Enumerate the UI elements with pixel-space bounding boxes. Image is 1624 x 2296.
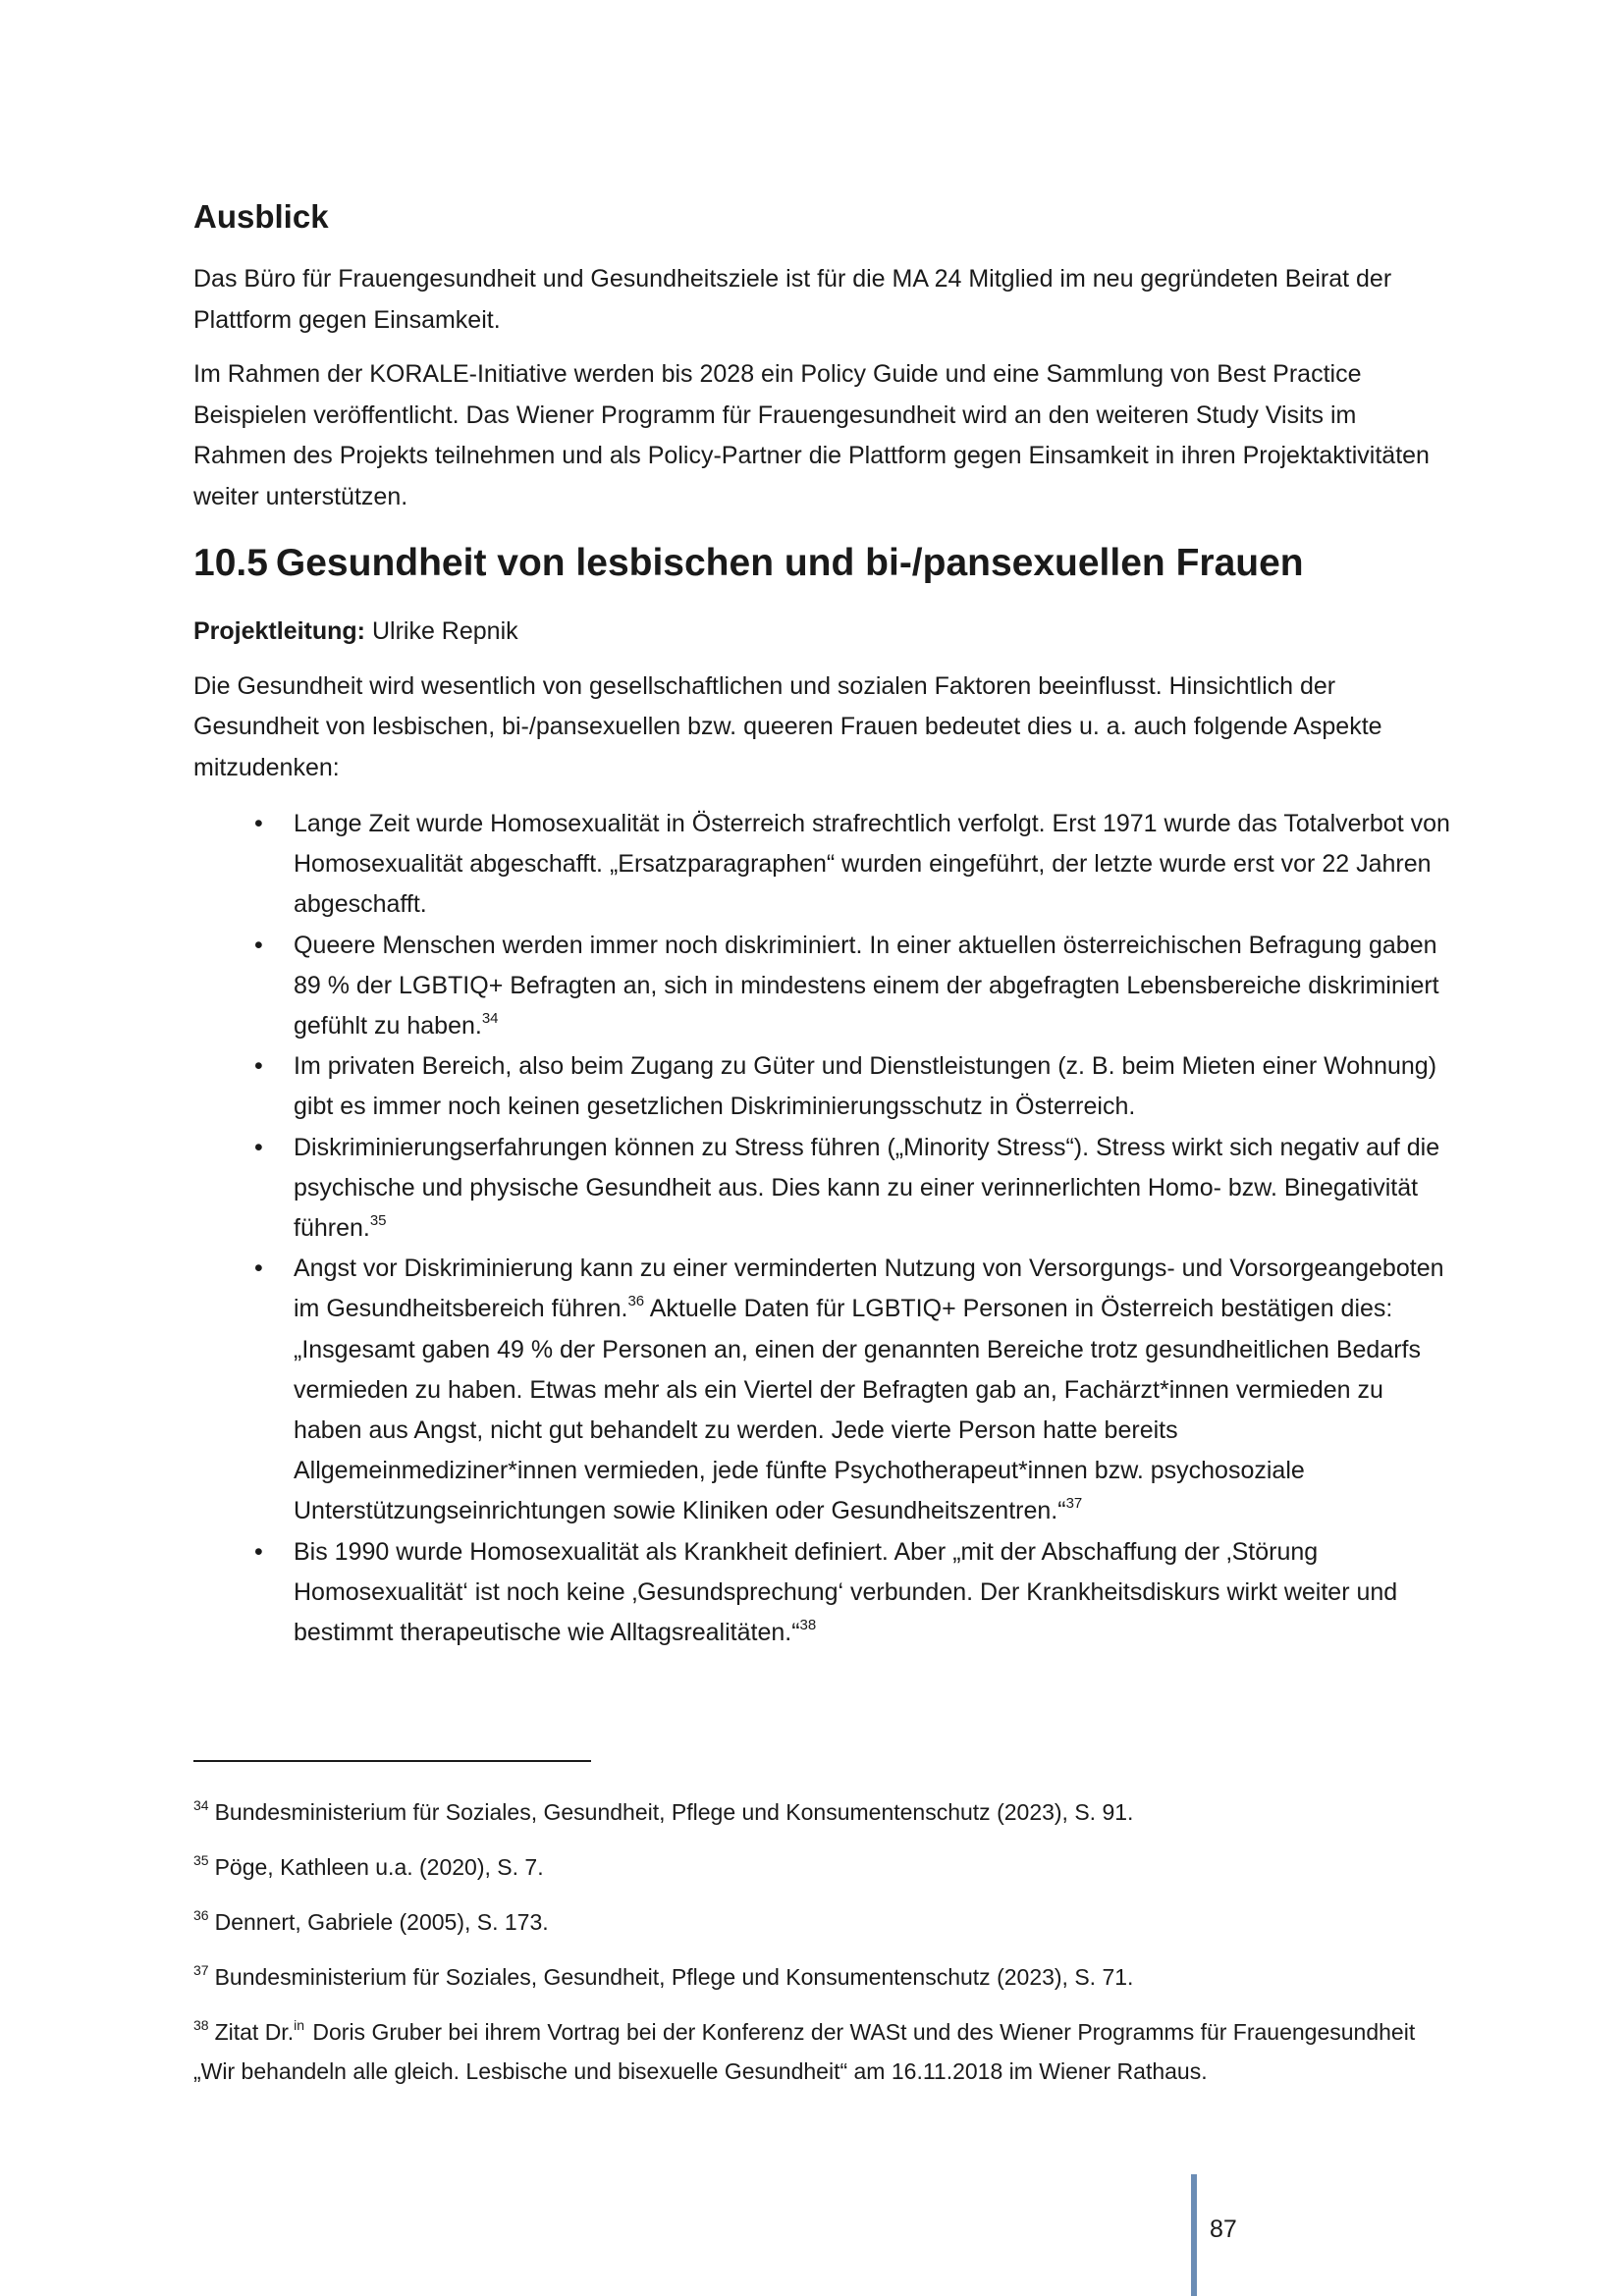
bullet-icon: • — [254, 931, 263, 959]
footnote — [193, 1902, 1450, 1942]
footnote-ref[interactable]: 34 — [481, 1010, 499, 1028]
section-intro: Die Gesundheit wird wesentlich von gesellschaftlichen und sozialen Faktoren beeinflusst. Hinsichtlich der Gesundheit von lesbischen, bi-/pansexuellen bzw. queeren Frauen bedeutet dies u. a. auch folgende Aspekte mitzudenken: — [193, 671, 1382, 781]
footnote-text: Bundesministerium für Soziales, Gesundheit, Pflege und Konsumentenschutz (2023), S. 91. — [214, 1799, 1134, 1825]
footer-bar — [1191, 2174, 1197, 2296]
section-heading — [193, 537, 1450, 590]
bullet-icon: • — [254, 1052, 263, 1081]
aspects-list — [193, 804, 1450, 1653]
page-number: 87 — [1210, 2216, 1237, 2243]
list-item — [193, 804, 1450, 926]
main-content — [193, 194, 1450, 1653]
list-item-text: Angst vor Diskriminierung kann zu einer verminderten Nutzung von Versorgungs- und Vorsorgeangeboten im Gesundheitsbereich führen. — [294, 1255, 1444, 1323]
footnote-ref[interactable]: 38 — [799, 1617, 817, 1634]
footnotes — [193, 1792, 1450, 2107]
footnote-number: 35 — [193, 1852, 209, 1868]
footnote-number: 37 — [193, 1962, 209, 1978]
list-item — [193, 1046, 1450, 1127]
footnote-number: 34 — [193, 1797, 209, 1813]
footnote-text: Dennert, Gabriele (2005), S. 173. — [214, 1909, 549, 1935]
list-item-text: Queere Menschen werden immer noch diskriminiert. In einer aktuellen österreichischen Befragung gaben 89 % der LGBTIQ+ Befragten an, sich in mindestens einem der abgefragten Lebensbereiche diskriminiert gefühlt zu haben. — [294, 931, 1439, 1041]
list-item — [193, 926, 1450, 1047]
title-suffix: in — [294, 2017, 304, 2033]
project-lead-label: Projektleitung: — [193, 617, 366, 645]
bullet-icon: • — [254, 1133, 263, 1161]
outlook-heading: Ausblick — [193, 198, 329, 235]
footnote — [193, 1792, 1450, 1832]
bullet-icon: • — [254, 810, 263, 837]
footnote-number: 38 — [193, 2017, 209, 2033]
footnote-ref[interactable]: 35 — [369, 1212, 387, 1230]
list-item-text: Im privaten Bereich, also beim Zugang zu Güter und Dienstleistungen (z. B. beim Mieten einer Wohnung) gibt es immer noch keinen gesetzlichen Diskriminierungsschutz in Österreich. — [294, 1052, 1437, 1121]
list-item-text: Bis 1990 wurde Homosexualität als Krankheit definiert. Aber „mit der Abschaffung der ‚Störung Homosexualität‘ ist noch keine ‚Gesundsprechung‘ verbunden. Der Krankheitsdiskurs wirkt weiter und bestimmt therapeutische wie Alltagsrealitäten.“ — [294, 1537, 1398, 1647]
footnote-number: 36 — [193, 1907, 209, 1923]
footnote — [193, 1847, 1450, 1887]
footnote-text: Zitat Dr. — [214, 2019, 295, 2045]
footnote-text: Bundesministerium für Soziales, Gesundheit, Pflege und Konsumentenschutz (2023), S. 71. — [214, 1964, 1134, 1990]
project-lead — [193, 612, 1450, 653]
footnote — [193, 1957, 1450, 1997]
section-title: Gesundheit von lesbischen und bi-/pansexuellen Frauen — [275, 542, 1304, 584]
section-number: 10.5 — [193, 542, 268, 584]
list-item — [193, 1128, 1450, 1250]
bullet-icon: • — [254, 1255, 263, 1283]
footnote — [193, 2012, 1450, 2091]
list-item-text: Diskriminierungserfahrungen können zu Stress führen („Minority Stress“). Stress wirkt sich negativ auf die psychische und physische Gesundheit aus. Dies kann zu einer verinnerlichten Homo- bzw. Binegativität führen. — [294, 1133, 1440, 1243]
project-lead-name: Ulrike Repnik — [371, 617, 518, 645]
footnote-text-continued: Doris Gruber bei ihrem Vortrag bei der Konferenz der WASt und des Wiener Programms für Frauengesundheit „Wir behandeln alle gleich. Lesbische und bisexuelle Gesundheit“ am 16.11.2018 im Wiener Rathaus. — [193, 2019, 1416, 2084]
list-item-text-continued: Aktuelle Daten für LGBTIQ+ Personen in Österreich bestätigen dies: „Insgesamt gaben 49 % der Personen an, einen der genannten Bereiche trotz gesundheitlichen Bedarfs vermieden zu haben. Etwas mehr als ein Viertel der Befragten gab an, Fachärzt*innen vermieden zu haben aus Angst, nicht gut behandelt zu werden. Jede vierte Person hatte bereits Allgemeinmediziner*innen vermieden, jede fünfte Psychotherapeut*innen bzw. psychosoziale Unterstützungseinrichtungen sowie Kliniken oder Gesundheitszentren.“ — [294, 1295, 1421, 1525]
list-item — [193, 1249, 1450, 1531]
footnote-ref[interactable]: 37 — [1065, 1495, 1083, 1513]
outlook-paragraph-1: Das Büro für Frauengesundheit und Gesundheitsziele ist für die MA 24 Mitglied im neu gegründeten Beirat der Plattform gegen Einsamkeit. — [193, 265, 1392, 334]
footnote-separator — [193, 1760, 591, 1762]
footnote-text: Pöge, Kathleen u.a. (2020), S. 7. — [214, 1854, 544, 1880]
list-item — [193, 1532, 1450, 1654]
footnote-ref[interactable]: 36 — [627, 1293, 645, 1310]
outlook-paragraph-2: Im Rahmen der KORALE-Initiative werden bis 2028 ein Policy Guide und eine Sammlung von Best Practice Beispielen veröffentlicht. Das Wiener Programm für Frauengesundheit wird an den weiteren Study Visits im Rahmen des Projekts teilnehmen und als Policy-Partner die Plattform gegen Einsamkeit in ihren Projektaktivitäten weiter unterstützen. — [193, 360, 1430, 510]
bullet-icon: • — [254, 1537, 263, 1566]
list-item-text: Lange Zeit wurde Homosexualität in Österreich strafrechtlich verfolgt. Erst 1971 wurde das Totalverbot von Homosexualität abgeschafft. „Ersatzparagraphen“ wurden eingeführt, der letzte wurde erst vor 22 Jahren abgeschafft. — [294, 810, 1450, 919]
